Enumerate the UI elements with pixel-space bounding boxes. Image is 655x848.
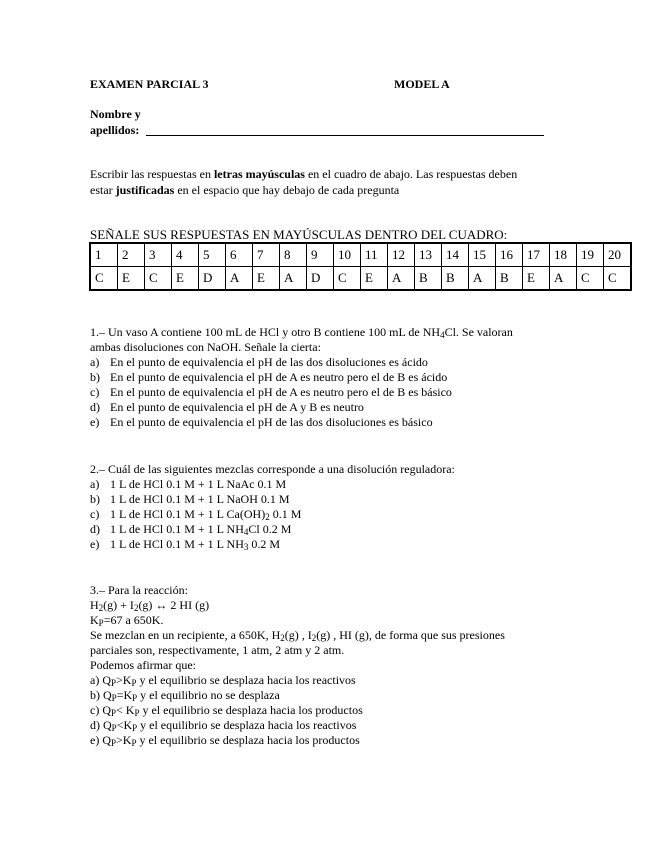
question-number: 4	[172, 243, 199, 267]
option-item: c) 1 L de HCl 0.1 M + 1 L $Ca(OH)_2$ 0.1 M	[90, 507, 302, 522]
option-item: e) En el punto de equivalencia el pH de las dos disoluciones es básico	[90, 415, 433, 429]
question-number: 2	[118, 243, 145, 267]
answer-cell[interactable]: C	[334, 267, 361, 291]
question-number: 3	[145, 243, 172, 267]
answer-cell[interactable]: A	[388, 267, 415, 291]
option-item: b) 1 L de HCl 0.1 M + 1 L NaOH 0.1 M	[90, 492, 290, 506]
question-3-text-2: parciales son, respectivamente, 1 atm, 2 atm y 2 atm.	[90, 643, 345, 657]
question-1-stem-2: ambas disoluciones con NaOH. Señale la cierta:	[90, 340, 321, 354]
answer-cell[interactable]: B	[442, 267, 469, 291]
answer-cell[interactable]: E	[118, 267, 145, 291]
answer-cell[interactable]: B	[496, 267, 523, 291]
question-number: 8	[280, 243, 307, 267]
question-3	[90, 583, 505, 748]
question-number: 11	[361, 243, 388, 267]
answers-letter-row	[90, 267, 631, 291]
question-number: 7	[253, 243, 280, 267]
answer-cell[interactable]: C	[577, 267, 604, 291]
reaction-equation: $H_2(g) + I_2(g)$ ↔ 2 HI (g)	[90, 598, 210, 613]
answer-cell[interactable]: A	[280, 267, 307, 291]
option-item: a) $Q_P>K_P$ y el equilibrio se desplaza hacia los reactivos	[90, 673, 356, 688]
exam-model: MODEL A	[394, 77, 450, 91]
question-1-stem: 1.– Un vaso A contiene 100 mL de HCl y otro B contiene 100 mL de $NH_4Cl$. Se valoran	[90, 325, 513, 340]
answer-cell[interactable]: A	[469, 267, 496, 291]
answer-cell[interactable]: E	[172, 267, 199, 291]
name-field-line[interactable]	[146, 135, 544, 136]
kp-value: $K_P=67$ a 650K.	[90, 613, 164, 628]
question-3-stem: 3.– Para la reacción:	[90, 583, 188, 597]
answers-table	[89, 242, 632, 291]
question-number: 5	[199, 243, 226, 267]
option-item: c) En el punto de equivalencia el pH de A es neutro pero el de B es básico	[90, 385, 452, 399]
name-label-line2: apellidos:	[90, 123, 140, 137]
answer-cell[interactable]: C	[604, 267, 632, 291]
question-number: 19	[577, 243, 604, 267]
question-number: 6	[226, 243, 253, 267]
answers-number-row	[90, 243, 631, 267]
question-2-stem: 2.– Cuál de las siguientes mezclas corresponde a una disolución reguladora:	[90, 462, 455, 476]
answer-cell[interactable]: D	[307, 267, 334, 291]
question-3-text-3: Podemos afirmar que:	[90, 658, 196, 672]
option-item: e) $Q_P>K_P$ y el equilibrio se desplaza hacia los productos	[90, 733, 360, 748]
question-1	[90, 325, 513, 430]
name-label-line1: Nombre y	[90, 107, 141, 121]
answer-cell[interactable]: A	[550, 267, 577, 291]
answer-cell[interactable]: E	[253, 267, 280, 291]
question-number: 10	[334, 243, 361, 267]
option-item: b) En el punto de equivalencia el pH de A es neutro pero el de B es ácido	[90, 370, 448, 384]
question-number: 9	[307, 243, 334, 267]
answer-cell[interactable]: E	[361, 267, 388, 291]
question-number: 14	[442, 243, 469, 267]
answer-cell[interactable]: C	[90, 267, 118, 291]
question-number: 17	[523, 243, 550, 267]
question-number: 1	[90, 243, 118, 267]
option-item: a) 1 L de HCl 0.1 M + 1 L NaAc 0.1 M	[90, 477, 287, 491]
option-item: d) En el punto de equivalencia el pH de A y B es neutro	[90, 400, 364, 414]
question-number: 20	[604, 243, 632, 267]
answers-title: SEÑALE SUS RESPUESTAS EN MAYÚSCULAS DENTRO DEL CUADRO:	[90, 227, 508, 242]
option-item: b) $Q_P=K_P$ y el equilibrio no se desplaza	[90, 688, 280, 703]
option-item: e) 1 L de HCl 0.1 M + 1 L $NH_3$ 0.2 M	[90, 537, 281, 552]
answer-cell[interactable]: E	[523, 267, 550, 291]
answer-cell[interactable]: D	[199, 267, 226, 291]
option-item: c) $Q_P< K_P$ y el equilibrio se desplaza hacia los productos	[90, 703, 363, 718]
question-number: 15	[469, 243, 496, 267]
option-item: d) 1 L de HCl 0.1 M + 1 L $NH_4Cl$ 0.2 M	[90, 522, 292, 537]
question-3-text-1: Se mezclan en un recipiente, a 650K, $H_2(g)$ , $I_2(g)$ , HI (g), de forma que sus presiones	[90, 628, 505, 643]
question-number: 16	[496, 243, 523, 267]
instructions-line2: estar justificadas en el espacio que hay debajo de cada pregunta	[90, 183, 400, 197]
question-number: 13	[415, 243, 442, 267]
option-item: d) $Q_P<K_P$ y el equilibrio se desplaza hacia los reactivos	[90, 718, 357, 733]
answer-cell[interactable]: A	[226, 267, 253, 291]
question-number: 12	[388, 243, 415, 267]
option-item: a) En el punto de equivalencia el pH de las dos disoluciones es ácido	[90, 355, 428, 369]
instructions-line1: Escribir las respuestas en letras mayúsculas en el cuadro de abajo. Las respuestas deben	[90, 167, 518, 181]
question-number: 18	[550, 243, 577, 267]
question-2	[90, 462, 455, 552]
exam-title: EXAMEN PARCIAL 3	[90, 77, 209, 91]
answer-cell[interactable]: B	[415, 267, 442, 291]
answer-cell[interactable]: C	[145, 267, 172, 291]
